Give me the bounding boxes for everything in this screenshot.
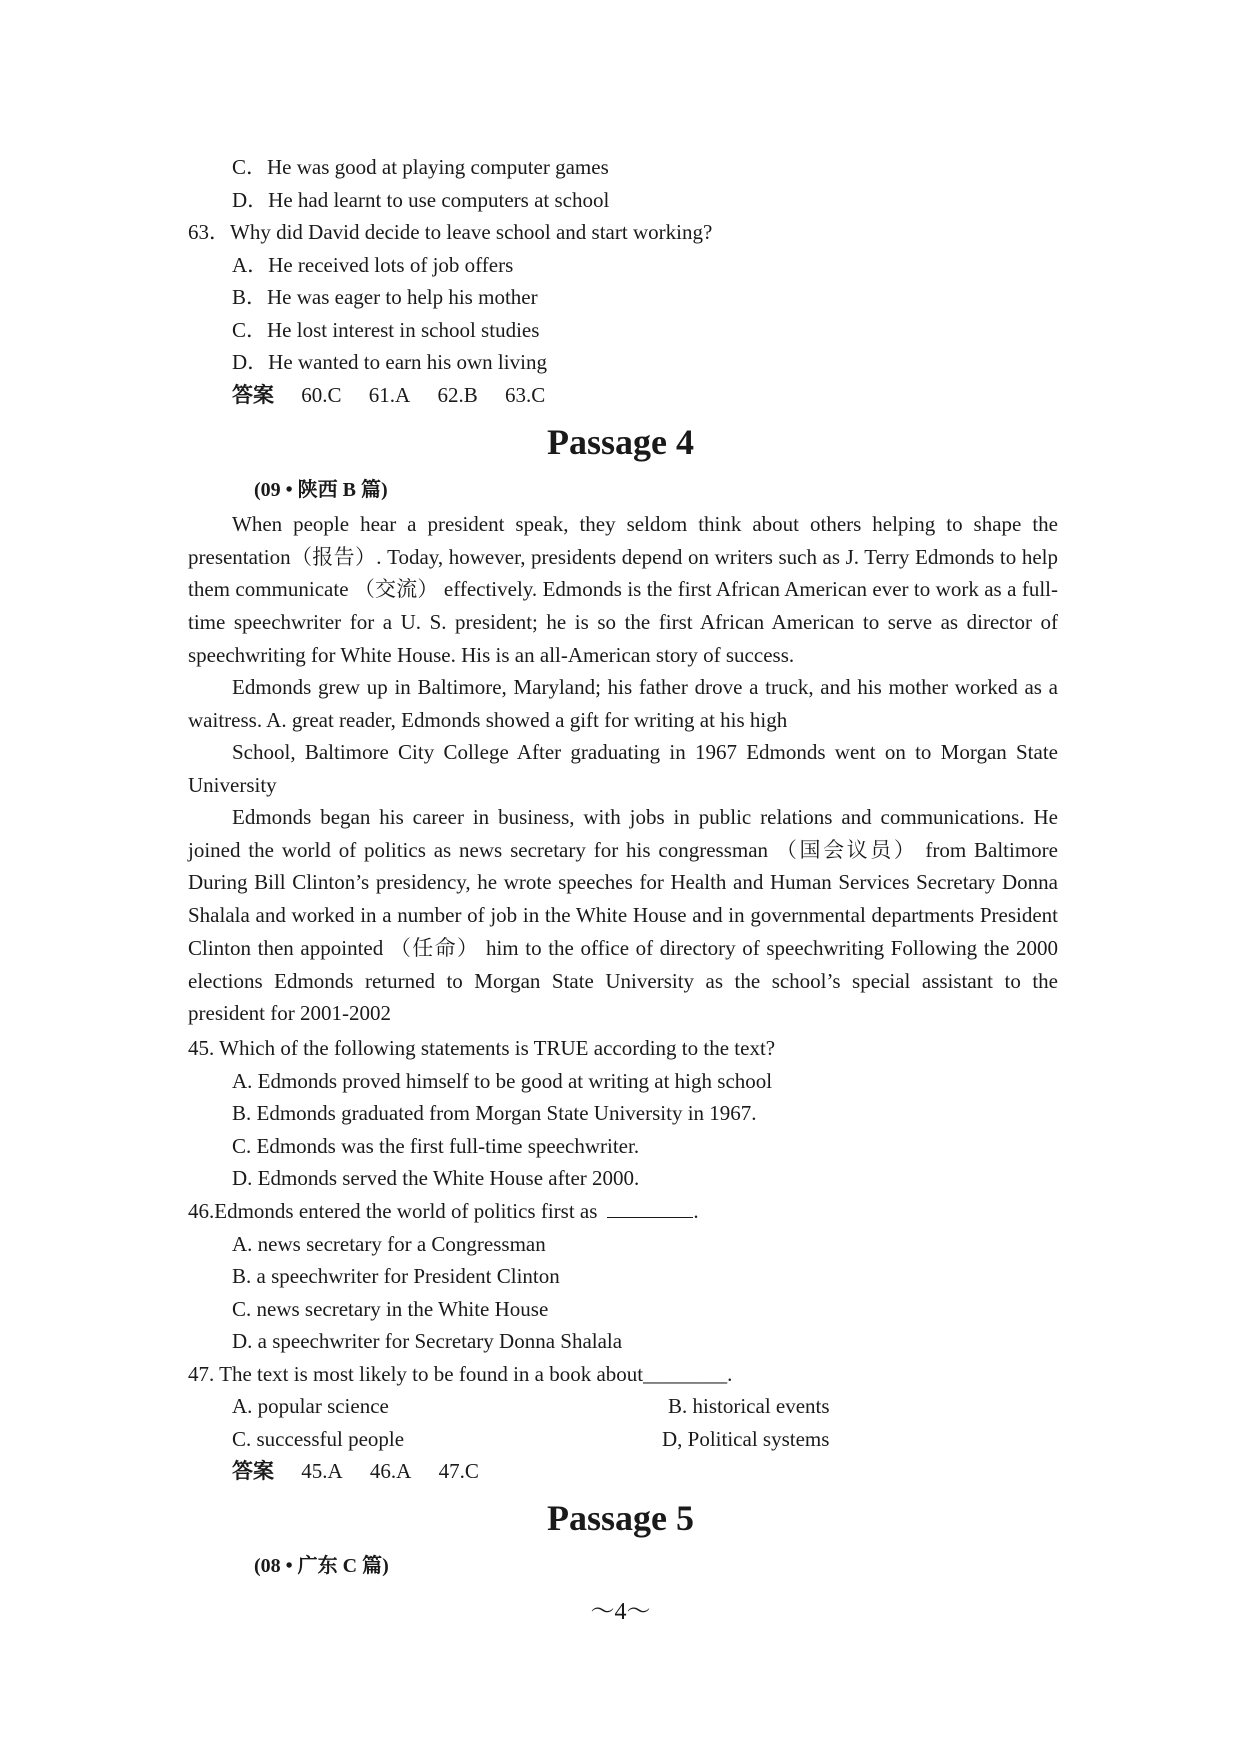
answer-item: 47.C bbox=[438, 1459, 479, 1483]
passage4-paragraph-3 bbox=[188, 736, 1058, 801]
q46-option-a: A. news secretary for a Congressman bbox=[232, 1232, 546, 1256]
answer-item: 63.C bbox=[504, 383, 546, 407]
q46-end: . bbox=[693, 1199, 699, 1223]
passage4-paragraph-1 bbox=[188, 508, 1058, 672]
q46-stem: 46.Edmonds entered the world of politics first as bbox=[188, 1199, 598, 1223]
q47-option-a: A. popular science bbox=[232, 1394, 389, 1418]
paragraph-text: Edmonds grew up in Baltimore, Maryland; his father drove a truck, and his mother worked as a waitress. A. great reader, Edmonds showed a gift for writing at his high bbox=[188, 675, 1058, 732]
paragraph-text: When people hear a president speak, they seldom think about others helping to shape the presentation（报告）. Today, however, presidents depend on writers such as J. Terry Edmonds to help them communicate （交流） effectively. Edmonds is the first African American ever to work as a full-time speechwriter for a U. S. president; he is so the first African American to serve as director of speechwriting for White House. His is an all-American story of success. bbox=[188, 512, 1058, 667]
q46-option-c: C. news secretary in the White House bbox=[232, 1297, 549, 1321]
passage5-source: (08 • 广东 C 篇) bbox=[254, 1555, 389, 1577]
passage4-paragraph-2 bbox=[188, 671, 1058, 736]
page-number: ～4～ bbox=[590, 1599, 651, 1625]
answer-item: 45.A bbox=[301, 1459, 343, 1483]
q45-option-b: B. Edmonds graduated from Morgan State University in 1967. bbox=[232, 1101, 757, 1125]
passage4-paragraph-4 bbox=[188, 801, 1058, 1030]
q46-stem-line bbox=[188, 1197, 699, 1225]
answer-key-p4 bbox=[232, 1457, 501, 1485]
answer-item: 46.A bbox=[369, 1459, 412, 1483]
q63-option-a: A．He received lots of job offers bbox=[232, 253, 514, 277]
answer-blank bbox=[607, 1199, 693, 1218]
q47-option-c: C. successful people bbox=[232, 1427, 405, 1451]
q45-option-a: A. Edmonds proved himself to be good at writing at high school bbox=[232, 1069, 773, 1093]
answer-label: 答案 bbox=[232, 383, 274, 407]
passage4-heading: Passage 4 bbox=[547, 422, 694, 462]
paragraph-text: Edmonds began his career in business, with jobs in public relations and communications. He joined the world of politics as news secretary for his congressman （国会议员） from Baltimore During Bill Clinton’s presidency, he wrote speeches for Health and Human Services Secretary Donna Shalala and worked in a number of job in the White House and in governmental departments President Clinton then appointed （任命） him to the office of directory of speechwriting Following the 2000 elections Edmonds returned to Morgan State University as the school’s special assistant to the president for 2001-2002 bbox=[188, 805, 1058, 1026]
q63-option-b: B．He was eager to help his mother bbox=[232, 285, 538, 309]
q63-option-c: C．He lost interest in school studies bbox=[232, 318, 540, 342]
answer-item: 60.C bbox=[301, 383, 342, 407]
q46-option-d: D. a speechwriter for Secretary Donna Shalala bbox=[232, 1329, 623, 1353]
passage4-source: (09 • 陕西 B 篇) bbox=[254, 479, 388, 501]
q47-stem: 47. The text is most likely to be found in a book about________. bbox=[188, 1362, 733, 1386]
q45-option-d: D. Edmonds served the White House after 2000. bbox=[232, 1166, 640, 1190]
passage5-heading: Passage 5 bbox=[547, 1498, 694, 1538]
q47-option-b: B. historical events bbox=[668, 1394, 830, 1418]
q46-option-b: B. a speechwriter for President Clinton bbox=[232, 1264, 560, 1288]
q62-option-d: D．He had learnt to use computers at school bbox=[232, 188, 610, 212]
answer-item: 61.A bbox=[368, 383, 411, 407]
q62-option-c: C．He was good at playing computer games bbox=[232, 155, 609, 179]
q45-option-c: C. Edmonds was the first full-time speechwriter. bbox=[232, 1134, 640, 1158]
answer-item: 62.B bbox=[437, 383, 478, 407]
q45-stem: 45. Which of the following statements is TRUE according to the text? bbox=[188, 1036, 776, 1060]
answer-key-p3 bbox=[232, 381, 567, 409]
q63-option-d: D．He wanted to earn his own living bbox=[232, 350, 547, 374]
answer-label: 答案 bbox=[232, 1459, 274, 1483]
q63-stem: 63．Why did David decide to leave school and start working? bbox=[188, 220, 713, 244]
q47-option-d: D, Political systems bbox=[662, 1427, 830, 1451]
paragraph-text: School, Baltimore City College After graduating in 1967 Edmonds went on to Morgan State University bbox=[188, 740, 1058, 797]
